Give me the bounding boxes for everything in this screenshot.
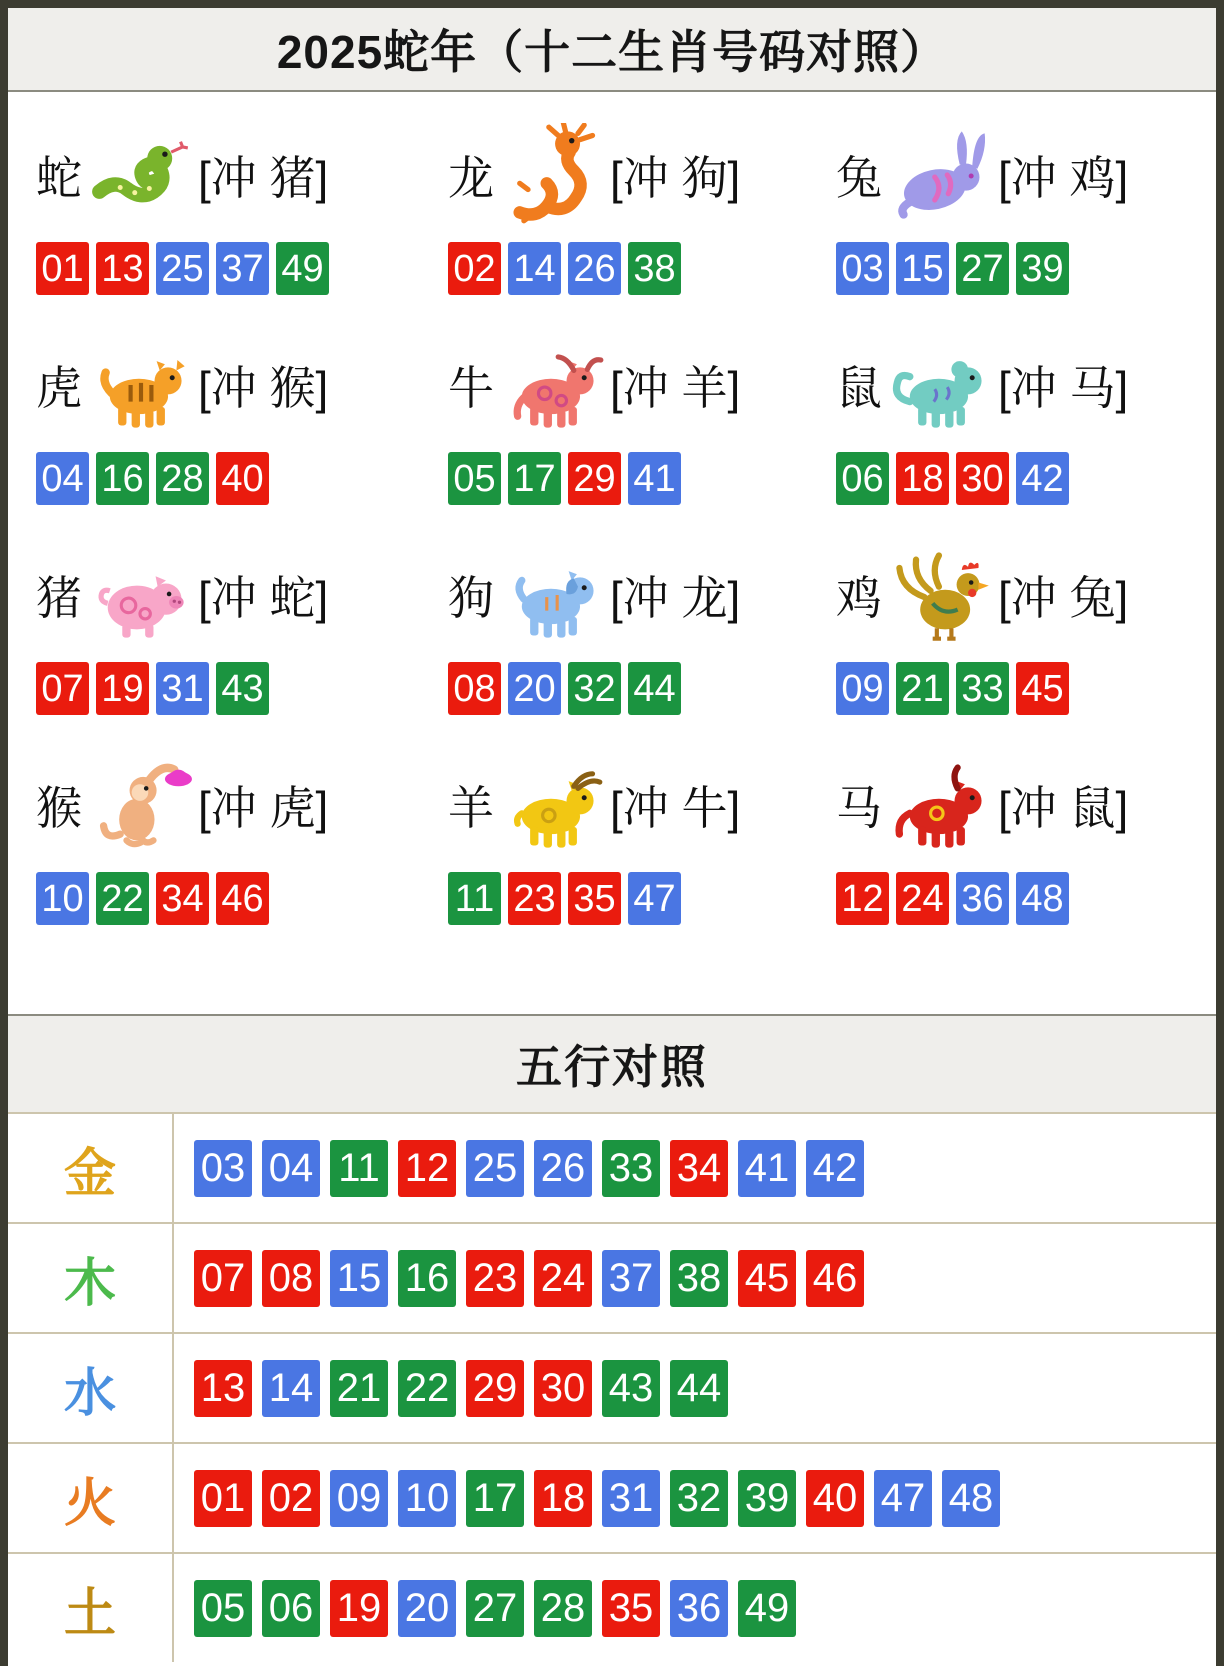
zodiac-clash-label: [冲 牛] [610,782,741,834]
number-box-21: 21 [330,1360,388,1417]
element-name: 土 [8,1554,174,1662]
zodiac-animal-name: 鸡 [836,572,882,624]
monkey-icon [88,752,194,858]
number-box-28: 28 [534,1580,592,1637]
zodiac-animal-name: 马 [836,782,882,834]
zodiac-label [448,328,808,442]
zodiac-numbers [836,872,1216,925]
zodiac-clash-label: [冲 虎] [198,782,329,834]
number-box-13: 13 [194,1360,252,1417]
number-box-07: 07 [194,1250,252,1307]
rat-icon [888,332,994,438]
number-box-25: 25 [156,242,209,295]
element-numbers [174,1554,1216,1662]
number-box-06: 06 [836,452,889,505]
number-box-47: 47 [628,872,681,925]
element-row-jin [8,1112,1216,1222]
number-box-36: 36 [670,1580,728,1637]
zodiac-label [448,748,808,862]
rooster-icon [888,542,994,648]
number-box-12: 12 [836,872,889,925]
number-box-33: 33 [602,1140,660,1197]
zodiac-animal-name: 牛 [448,362,494,414]
zodiac-cell-dog [420,538,808,748]
number-box-46: 46 [806,1250,864,1307]
zodiac-animal-name: 龙 [448,152,494,204]
number-box-27: 27 [466,1580,524,1637]
zodiac-numbers [448,662,808,715]
number-box-28: 28 [156,452,209,505]
zodiac-label [836,118,1216,232]
number-box-37: 37 [216,242,269,295]
number-box-29: 29 [568,452,621,505]
zodiac-clash-label: [冲 兔] [998,572,1129,624]
number-box-06: 06 [262,1580,320,1637]
number-box-17: 17 [466,1470,524,1527]
number-box-05: 05 [448,452,501,505]
number-box-31: 31 [156,662,209,715]
element-row-mu [8,1222,1216,1332]
number-box-39: 39 [1016,242,1069,295]
number-box-22: 22 [398,1360,456,1417]
tiger-icon [88,332,194,438]
goat-icon [500,752,606,858]
element-name: 木 [8,1224,174,1332]
zodiac-animal-name: 虎 [36,362,82,414]
zodiac-animal-name: 猪 [36,572,82,624]
zodiac-clash-label: [冲 羊] [610,362,741,414]
number-box-41: 41 [628,452,681,505]
zodiac-numbers [36,452,420,505]
number-box-31: 31 [602,1470,660,1527]
number-box-16: 16 [398,1250,456,1307]
zodiac-numbers [836,662,1216,715]
number-box-21: 21 [896,662,949,715]
number-box-36: 36 [956,872,1009,925]
number-box-38: 38 [670,1250,728,1307]
number-box-03: 03 [194,1140,252,1197]
number-box-22: 22 [96,872,149,925]
number-box-49: 49 [738,1580,796,1637]
zodiac-clash-label: [冲 鼠] [998,782,1129,834]
zodiac-label [448,118,808,232]
zodiac-clash-label: [冲 马] [998,362,1129,414]
zodiac-label [448,538,808,652]
number-box-42: 42 [806,1140,864,1197]
number-box-41: 41 [738,1140,796,1197]
zodiac-cell-horse [808,748,1216,958]
number-box-01: 01 [36,242,89,295]
number-box-14: 14 [262,1360,320,1417]
number-box-43: 43 [216,662,269,715]
zodiac-cell-rat [808,328,1216,538]
number-box-17: 17 [508,452,561,505]
element-numbers [174,1334,1216,1442]
number-box-02: 02 [448,242,501,295]
element-row-shui [8,1332,1216,1442]
page-title: 2025蛇年（十二生肖号码对照） [8,8,1216,92]
zodiac-animal-name: 猴 [36,782,82,834]
number-box-29: 29 [466,1360,524,1417]
number-box-40: 40 [216,452,269,505]
number-box-33: 33 [956,662,1009,715]
zodiac-numbers [36,662,420,715]
number-box-40: 40 [806,1470,864,1527]
zodiac-cell-monkey [8,748,420,958]
zodiac-clash-label: [冲 龙] [610,572,741,624]
zodiac-clash-label: [冲 猪] [198,152,329,204]
number-box-14: 14 [508,242,561,295]
zodiac-animal-name: 羊 [448,782,494,834]
number-box-35: 35 [568,872,621,925]
element-numbers [174,1114,1216,1222]
zodiac-animal-name: 蛇 [36,152,82,204]
zodiac-clash-label: [冲 蛇] [198,572,329,624]
zodiac-cell-rabbit [808,118,1216,328]
elements-table [8,1112,1216,1662]
number-box-09: 09 [836,662,889,715]
number-box-11: 11 [330,1140,388,1197]
zodiac-numbers [36,872,420,925]
number-box-35: 35 [602,1580,660,1637]
number-box-09: 09 [330,1470,388,1527]
element-name: 火 [8,1444,174,1552]
zodiac-numbers [836,452,1216,505]
zodiac-animal-name: 狗 [448,572,494,624]
zodiac-numbers [36,242,420,295]
number-box-39: 39 [738,1470,796,1527]
zodiac-cell-pig [8,538,420,748]
element-numbers [174,1224,1216,1332]
element-name: 水 [8,1334,174,1442]
zodiac-clash-label: [冲 狗] [610,152,741,204]
number-box-23: 23 [508,872,561,925]
zodiac-cell-rooster [808,538,1216,748]
zodiac-animal-name: 鼠 [836,362,882,414]
number-box-24: 24 [534,1250,592,1307]
number-box-26: 26 [534,1140,592,1197]
rabbit-icon [888,122,994,228]
number-box-10: 10 [398,1470,456,1527]
number-box-37: 37 [602,1250,660,1307]
number-box-18: 18 [896,452,949,505]
zodiac-clash-label: [冲 鸡] [998,152,1129,204]
number-box-48: 48 [942,1470,1000,1527]
number-box-32: 32 [568,662,621,715]
number-box-15: 15 [330,1250,388,1307]
number-box-15: 15 [896,242,949,295]
zodiac-numbers [448,242,808,295]
number-box-46: 46 [216,872,269,925]
horse-icon [888,752,994,858]
number-box-08: 08 [262,1250,320,1307]
number-box-13: 13 [96,242,149,295]
number-box-26: 26 [568,242,621,295]
zodiac-label [36,748,420,862]
number-box-44: 44 [670,1360,728,1417]
number-box-12: 12 [398,1140,456,1197]
number-box-03: 03 [836,242,889,295]
number-box-19: 19 [330,1580,388,1637]
zodiac-cell-dragon [420,118,808,328]
number-box-43: 43 [602,1360,660,1417]
zodiac-panel [8,92,1216,1014]
pig-icon [88,542,194,648]
number-box-30: 30 [956,452,1009,505]
elements-header: 五行对照 [8,1014,1216,1112]
zodiac-grid [8,118,1216,958]
dog-icon [500,542,606,648]
number-box-02: 02 [262,1470,320,1527]
element-row-tu [8,1552,1216,1662]
zodiac-numbers [836,242,1216,295]
zodiac-clash-label: [冲 猴] [198,362,329,414]
number-box-38: 38 [628,242,681,295]
zodiac-label [836,748,1216,862]
number-box-34: 34 [156,872,209,925]
zodiac-cell-snake [8,118,420,328]
snake-icon [88,122,194,228]
number-box-23: 23 [466,1250,524,1307]
number-box-49: 49 [276,242,329,295]
number-box-30: 30 [534,1360,592,1417]
number-box-44: 44 [628,662,681,715]
number-box-08: 08 [448,662,501,715]
number-box-10: 10 [36,872,89,925]
number-box-01: 01 [194,1470,252,1527]
number-box-07: 07 [36,662,89,715]
ox-icon [500,332,606,438]
zodiac-numbers [448,452,808,505]
zodiac-cell-tiger [8,328,420,538]
number-box-18: 18 [534,1470,592,1527]
number-box-11: 11 [448,872,501,925]
number-box-25: 25 [466,1140,524,1197]
number-box-45: 45 [1016,662,1069,715]
zodiac-label [36,328,420,442]
element-name: 金 [8,1114,174,1222]
element-row-huo [8,1442,1216,1552]
element-numbers [174,1444,1216,1552]
number-box-05: 05 [194,1580,252,1637]
zodiac-label [36,118,420,232]
number-box-04: 04 [262,1140,320,1197]
number-box-48: 48 [1016,872,1069,925]
number-box-45: 45 [738,1250,796,1307]
dragon-icon [500,122,606,228]
zodiac-label [836,328,1216,442]
zodiac-numbers [448,872,808,925]
number-box-27: 27 [956,242,1009,295]
number-box-20: 20 [508,662,561,715]
zodiac-label [36,538,420,652]
zodiac-cell-goat [420,748,808,958]
number-box-20: 20 [398,1580,456,1637]
zodiac-label [836,538,1216,652]
number-box-47: 47 [874,1470,932,1527]
number-box-04: 04 [36,452,89,505]
number-box-34: 34 [670,1140,728,1197]
zodiac-animal-name: 兔 [836,152,882,204]
number-box-19: 19 [96,662,149,715]
number-box-42: 42 [1016,452,1069,505]
zodiac-cell-ox [420,328,808,538]
number-box-24: 24 [896,872,949,925]
number-box-16: 16 [96,452,149,505]
number-box-32: 32 [670,1470,728,1527]
